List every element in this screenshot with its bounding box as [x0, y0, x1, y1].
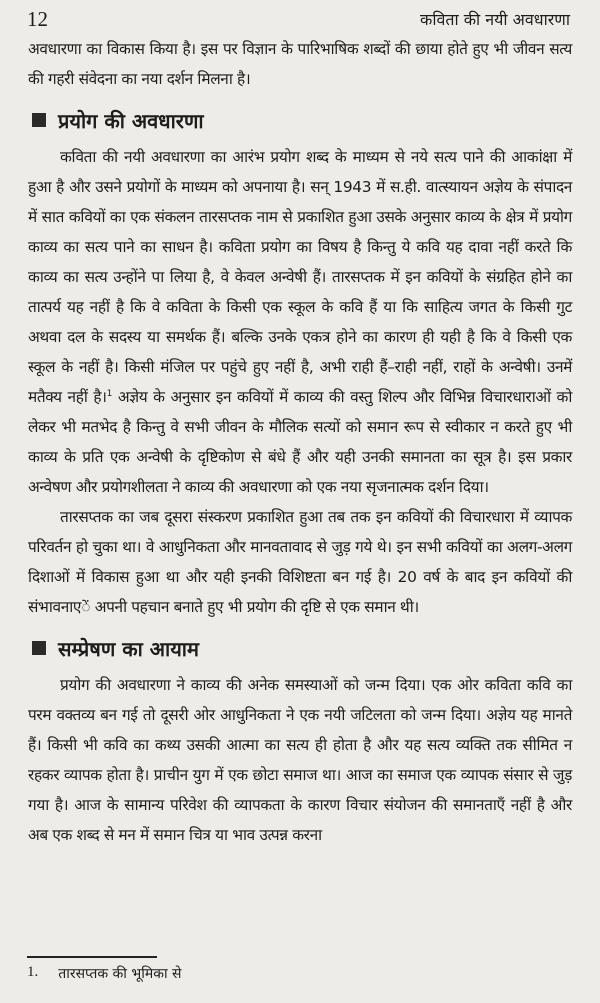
- page-number: 12: [27, 6, 48, 31]
- square-bullet-icon: [32, 641, 46, 655]
- footnote-divider: [27, 956, 157, 958]
- paragraph-text: अज्ञेय के अनुसार इन कवियों में काव्य की वस्तु शिल्प और विभिन्न विचारधाराओं को लेकर भी मतभेद है किन्तु वे सभी जीवन के मौलिक सत्यों को समान रूप से स्वीकार न करते हुए भी काव्य के प्रति एक अन्वेषी के दृष्टिकोण से बंधे हैं और यही उनकी समानता का सूत्र है। इस प्रकार अन्वेषण और प्रयोगशीलता ने काव्य की अवधारणा को एक नया सृजनात्मक दर्शन दिया।: [28, 388, 572, 496]
- running-title: कविता की नयी अवधारणा: [420, 10, 570, 29]
- page-body: [28, 34, 572, 850]
- footnote: [27, 964, 182, 983]
- footnote-text: तारसप्तक की भूमिका से: [58, 966, 182, 982]
- section1-paragraph-1: [28, 142, 572, 502]
- section-heading-sampreshan: [28, 626, 572, 670]
- section1-paragraph-2: तारसप्तक का जब दूसरा संस्करण प्रकाशित हुआ तब तक इन कवियों की विचारधारा में व्यापक परिवर्तन हो चुका था। वे आधुनिकता और मानवतावाद से जुड़ गये थे। इन सभी कवियों का अलग-अलग दिशाओं में विकास हुआ था और यही इनकी विशिष्टता बन गई है। 20 वर्ष के बाद इन कवियों की संभावनाएें अपनी पहचान बनाते हुए भी प्रयोग की दृष्टि से एक समान थी।: [28, 508, 572, 616]
- intro-paragraph: अवधारणा का विकास किया है। इस पर विज्ञान के पारिभाषिक शब्दों की छाया होते हुए भी जीवन सत्य की गहरी संवेदना का नया दर्शन मिलना है।: [28, 40, 572, 88]
- footnote-reference[interactable]: 1: [106, 388, 113, 399]
- section2-paragraph-1: प्रयोग की अवधारणा ने काव्य की अनेक समस्याओं को जन्म दिया। एक ओर कविता कवि का परम वक्तव्य बन गई तो दूसरी ओर आधुनिकता ने एक नयी जटिलता को जन्म दिया। अज्ञेय यह मानते हैं। किसी भी कवि का कथ्य उसकी आत्मा का सत्य ही होता है और यह सत्य व्यक्ति तक सीमित न रहकर व्यापक होता है। प्राचीन युग में एक छोटा समाज था। आज का समाज एक व्यापक संसार से जुड़ गया है। आज के सामान्य परिवेश की व्यापकता के कारण विचार संयोजन की समानताएँ नहीं है और अब एक शब्द से मन में समान चित्र या भाव उत्पन्न करना: [28, 676, 572, 844]
- section-heading-text: प्रयोग की अवधारणा: [58, 108, 204, 133]
- square-bullet-icon: [32, 113, 46, 127]
- section-heading-text: सम्प्रेषण का आयाम: [58, 636, 199, 661]
- footnote-number: 1.: [27, 964, 39, 980]
- section-heading-prayog: [28, 98, 572, 142]
- paragraph-text: कविता की नयी अवधारणा का आरंभ प्रयोग शब्द के माध्यम से नये सत्य पाने की आकांक्षा में हुआ है और उसने प्रयोगों के माध्यम को अपनाया है। सन् 1943 में स.ही. वात्स्यायन अज्ञेय के संपादन में सात कवियों का एक संकलन तारसप्तक नाम से प्रकाशित हुआ उसके अनुसार काव्य के क्षेत्र में प्रयोग काव्य का सत्य पाने का साधन है। कविता प्रयोग का विषय है किन्तु ये कवि यह दावा नहीं करते कि काव्य का सत्य उन्होंने पा लिया है, वे केवल अन्वेषी हैं। तारसप्तक में इन कवियों के संग्रहित होने का तात्पर्य यह नहीं है कि वे कविता के किसी एक स्कूल के कवि हैं या कि साहित्य जगत के किसी गुट अथवा दल के सदस्य या समर्थक हैं। बल्कि उनके एकत्र होने का कारण ही यही है कि वे किसी एक स्कूल के नहीं है। किसी मंजिल पर पहुंचे हुए नहीं है, अभी राही हैं–राही नहीं, राहों के अन्वेषी। उनमें मतैक्य नहीं है।: [28, 148, 572, 406]
- page-header: [27, 4, 570, 34]
